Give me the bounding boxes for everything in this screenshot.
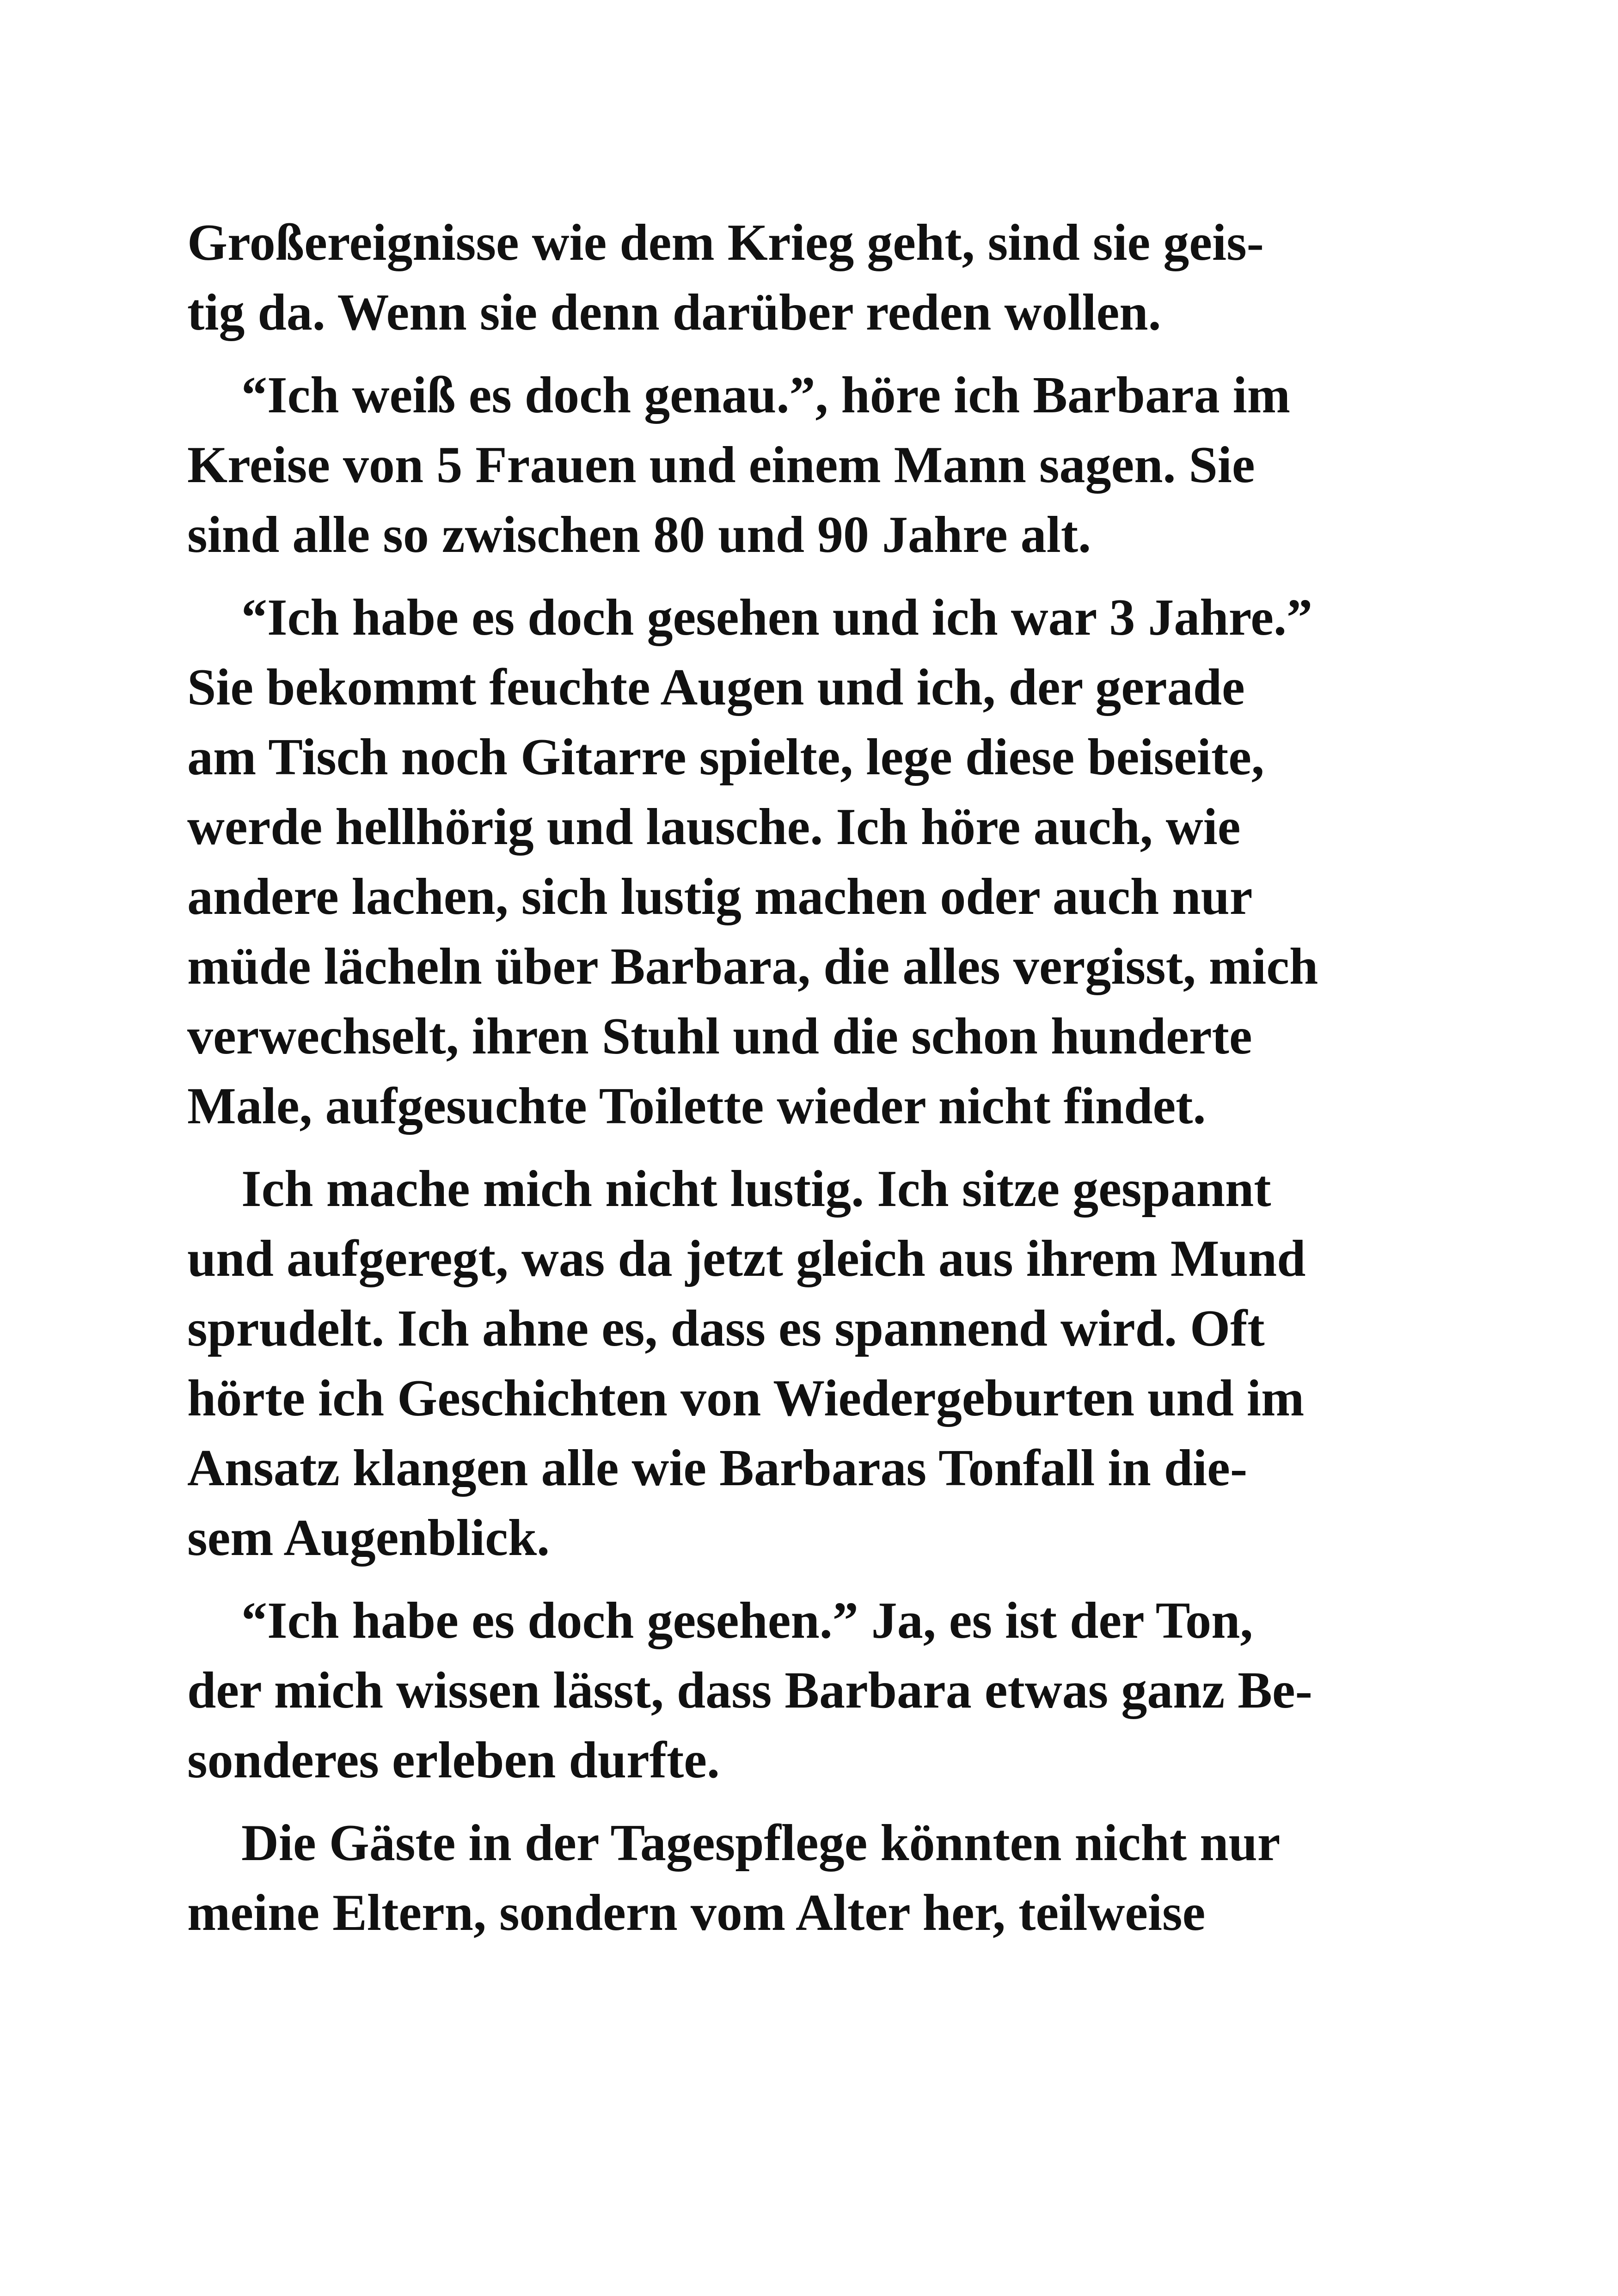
text-line: sonderes erleben durfte. xyxy=(187,1732,720,1789)
body-text xyxy=(187,208,1445,1961)
text-line: sem Augenblick. xyxy=(187,1509,550,1567)
text-line: “Ich weiß es doch genau.”, höre ich Barbara im xyxy=(241,367,1291,424)
text-line: Kreise von 5 Frauen und einem Mann sagen. Sie xyxy=(187,436,1255,494)
text-line: “Ich habe es doch gesehen.” Ja, es ist der Ton, xyxy=(241,1592,1253,1649)
text-line: andere lachen, sich lustig machen oder auch nur xyxy=(187,868,1253,925)
text-line: sprudelt. Ich ahne es, dass es spannend wird. Oft xyxy=(187,1300,1265,1357)
paragraph-5 xyxy=(187,1586,1445,1795)
text-line: Großereignisse wie dem Krieg geht, sind sie geis- xyxy=(187,214,1264,271)
paragraph-1 xyxy=(187,208,1445,348)
paragraph-2 xyxy=(187,361,1445,570)
text-line: Male, aufgesuchte Toilette wieder nicht findet. xyxy=(187,1078,1206,1135)
text-line: müde lächeln über Barbara, die alles vergisst, mich xyxy=(187,938,1318,995)
text-line: und aufgeregt, was da jetzt gleich aus ihrem Mund xyxy=(187,1230,1306,1287)
text-line: Ich mache mich nicht lustig. Ich sitze gespannt xyxy=(241,1160,1271,1218)
paragraph-4 xyxy=(187,1154,1445,1573)
paragraph-3 xyxy=(187,583,1445,1141)
text-line: “Ich habe es doch gesehen und ich war 3 Jahre.” xyxy=(241,589,1312,646)
paragraph-6 xyxy=(187,1808,1445,1948)
text-line: hörte ich Geschichten von Wiedergeburten und im xyxy=(187,1370,1305,1427)
text-line: werde hellhörig und lausche. Ich höre auch, wie xyxy=(187,798,1241,856)
text-line: meine Eltern, sondern vom Alter her, teilweise xyxy=(187,1884,1206,1941)
text-line: Die Gäste in der Tagespflege könnten nicht nur xyxy=(241,1814,1281,1872)
text-line: tig da. Wenn sie denn darüber reden wollen. xyxy=(187,284,1161,341)
text-line: verwechselt, ihren Stuhl und die schon hunderte xyxy=(187,1008,1252,1065)
text-line: Sie bekommt feuchte Augen und ich, der gerade xyxy=(187,659,1245,716)
text-line: Ansatz klangen alle wie Barbaras Tonfall in die- xyxy=(187,1439,1248,1497)
text-line: am Tisch noch Gitarre spielte, lege diese beiseite, xyxy=(187,729,1264,786)
text-line: sind alle so zwischen 80 und 90 Jahre alt. xyxy=(187,506,1091,563)
text-line: der mich wissen lässt, dass Barbara etwas ganz Be- xyxy=(187,1662,1312,1719)
